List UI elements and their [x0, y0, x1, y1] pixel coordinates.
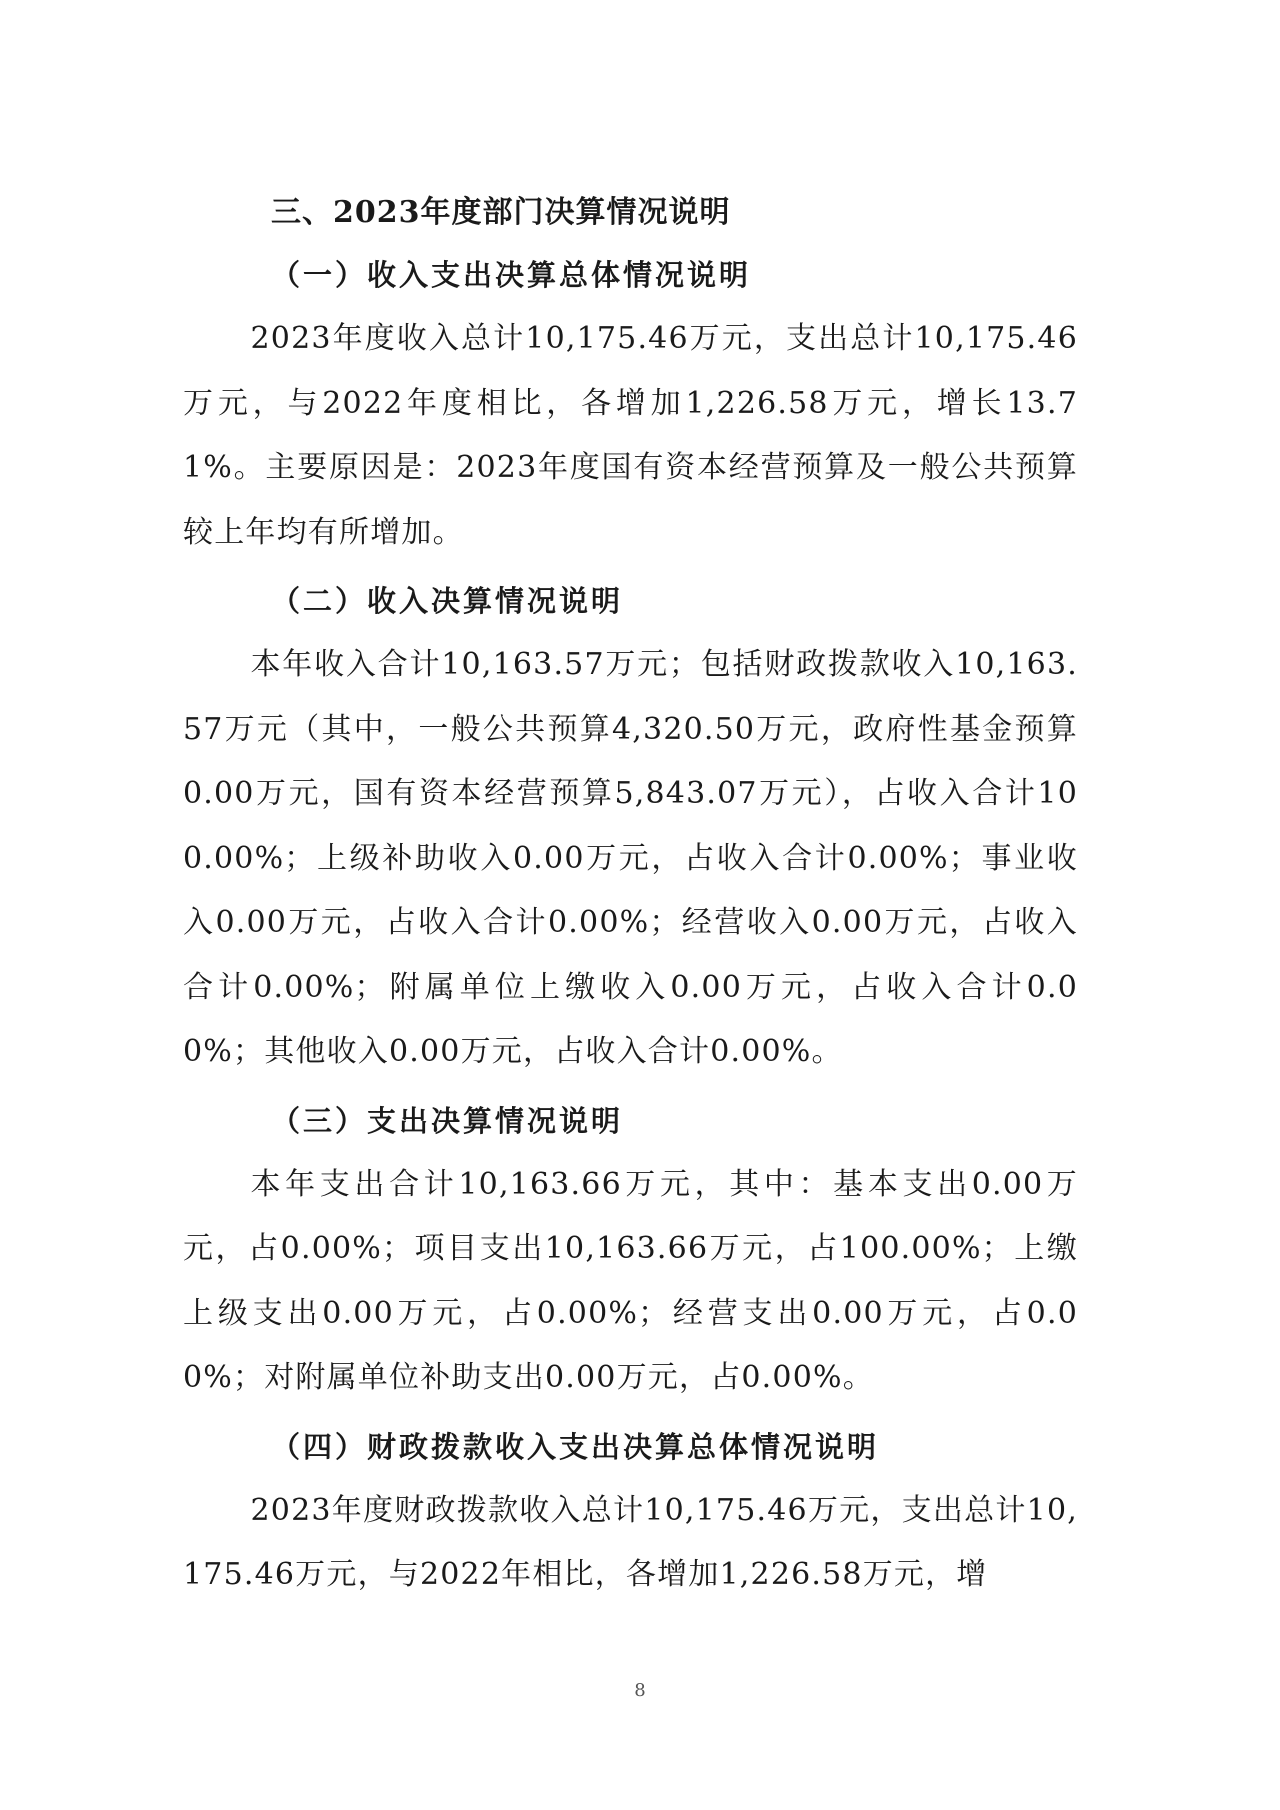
subsection-title-2: （二）收入决算情况说明	[271, 584, 624, 618]
paragraph-expense-details: 本年支出合计10,163.66万元，其中：基本支出0.00万元，占0.00%；项目支出10,163.66万元，占100.00%；上缴上级支出0.00万元，占0.00%；经营支出0.00万元，占0.00%；对附属单位补助支出0.00万元，占0.00%。	[183, 1166, 1078, 1395]
subsection-title-1: （一）收入支出决算总体情况说明	[271, 258, 752, 292]
paragraph-fiscal-appropriation: 2023年度财政拨款收入总计10,175.46万元，支出总计10,175.46万元，与2022年相比，各增加1,226.58万元，增	[183, 1492, 1078, 1592]
section-title: 三、2023年度部门决算情况说明	[271, 195, 731, 230]
subsection-title-4: （四）财政拨款收入支出决算总体情况说明	[271, 1429, 880, 1464]
paragraph-income-expense-overview: 2023年度收入总计10,175.46万元，支出总计10,175.46万元，与2022年度相比，各增加1,226.58万元，增长13.71%。主要原因是：2023年度国有资本经营预算及一般公共预算较上年均有所增加。	[183, 321, 1078, 550]
page-number: 8	[634, 1680, 646, 1701]
subsection-title-3: （三）支出决算情况说明	[271, 1103, 624, 1138]
document-body	[183, 183, 1078, 1608]
paragraph-income-details: 本年收入合计10,163.57万元；包括财政拨款收入10,163.57万元（其中，一般公共预算4,320.50万元，政府性基金预算0.00万元，国有资本经营预算5,843.07万元），占收入合计100.00%；上级补助收入0.00万元，占收入合计0.00%；事业收入0.00万元，占收入合计0.00%；经营收入0.00万元，占收入合计0.00%；附属单位上缴收入0.00万元，占收入合计0.00%；其他收入0.00万元，占收入合计0.00%。	[183, 647, 1078, 1069]
